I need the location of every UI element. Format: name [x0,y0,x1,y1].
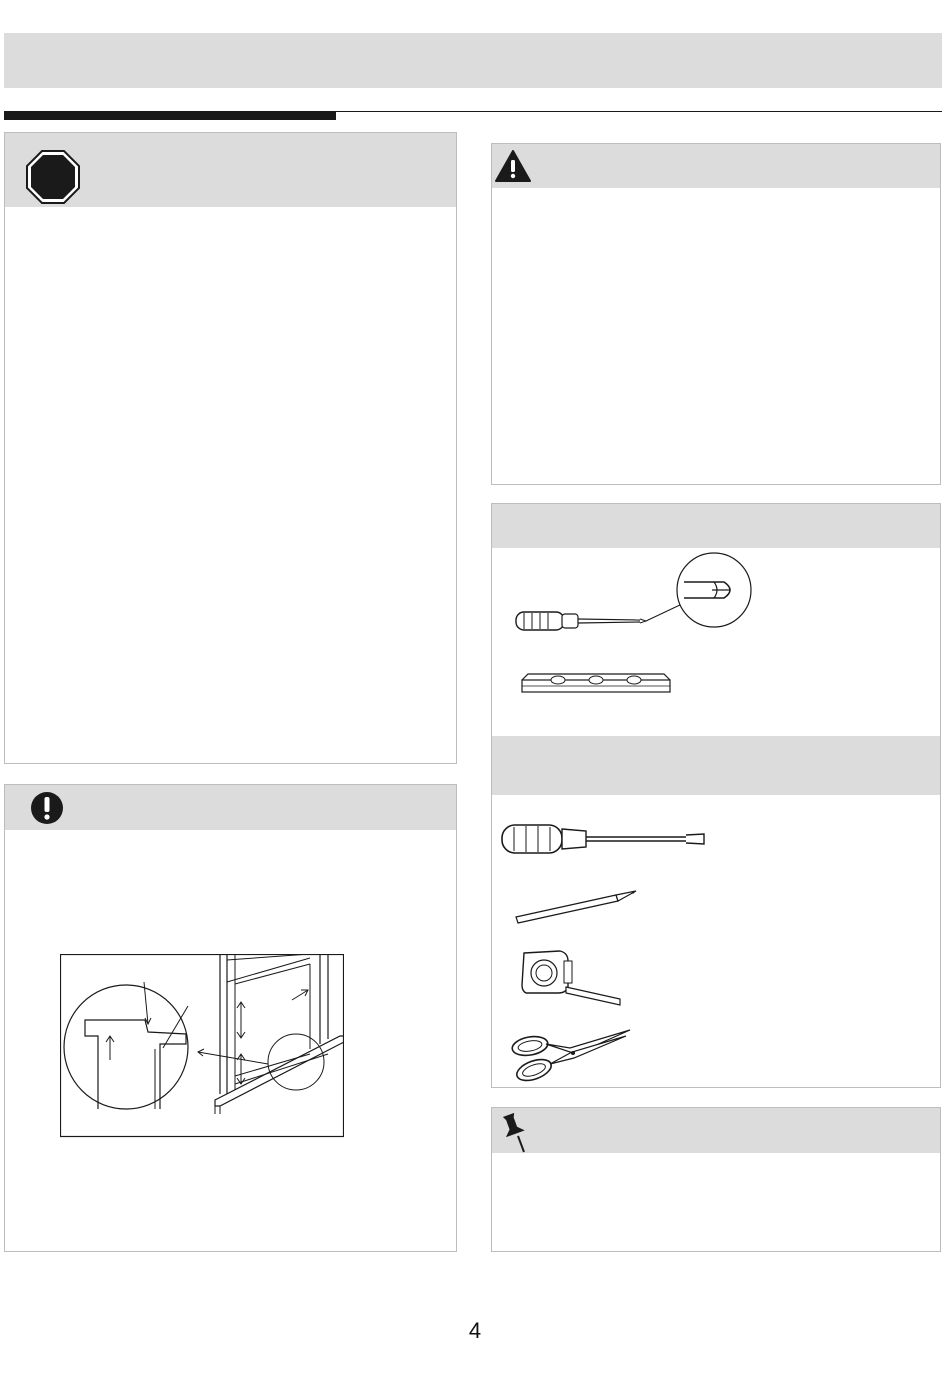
flat-screwdriver-illustration [500,821,710,857]
caution-panel-header [5,785,456,830]
sill-support-bracket-illustration [518,672,673,698]
section-rule-thick [4,111,336,120]
note-panel [491,1107,941,1252]
parts-tools-panel [491,503,941,1088]
page-title-bar [4,33,942,88]
warning-panel-header [492,144,940,188]
pushpin-icon [500,1110,532,1154]
pencil-illustration [514,887,644,927]
stop-panel-header [5,133,456,207]
warning-panel [491,143,941,485]
scissors-illustration [510,1026,635,1084]
tape-measure-illustration [520,947,630,1007]
exclamation-circle-icon [30,791,64,825]
stop-panel [4,132,457,764]
phillips-screwdriver-illustration [514,552,759,638]
stop-sign-icon [25,149,81,205]
window-sill-diagram [60,954,344,1138]
page-number: 4 [468,1318,482,1343]
warning-triangle-icon [494,149,532,183]
caution-panel [4,784,457,1252]
tools-needed-header [492,736,940,795]
note-panel-header [492,1108,940,1153]
parts-included-header [492,504,940,548]
section-rule-thin [336,111,942,112]
